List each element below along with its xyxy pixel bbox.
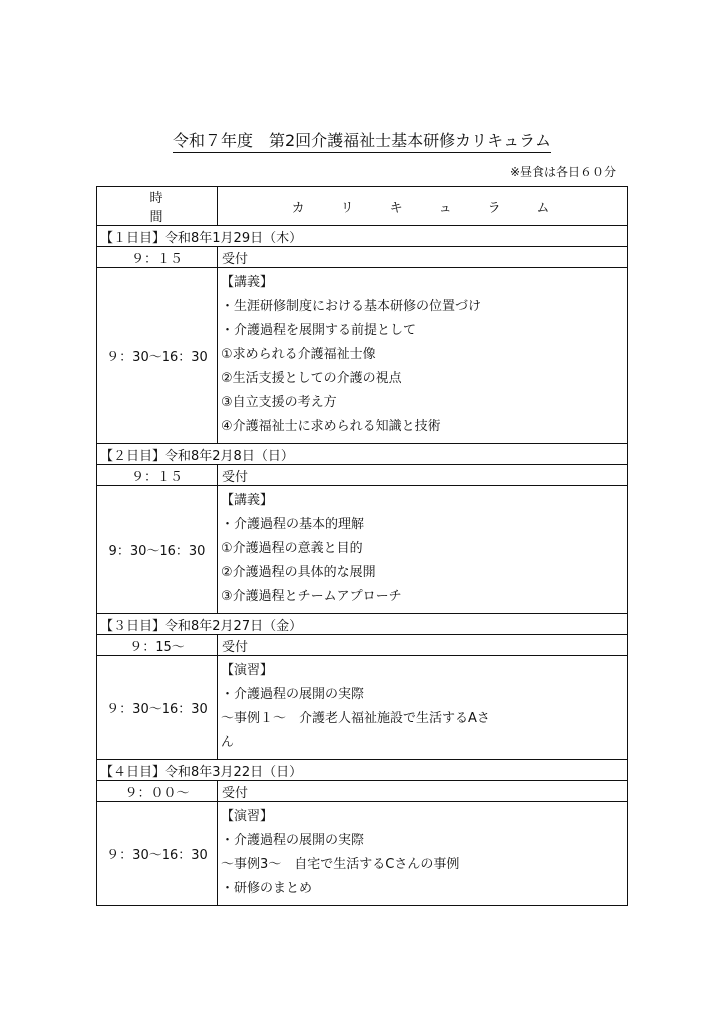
day-1-session-content (218, 268, 628, 444)
day-3-line: ん (221, 735, 235, 750)
day-4-reception-label: 受付 (218, 781, 628, 802)
day-4-row (97, 760, 628, 781)
day-3-reception-label: 受付 (218, 635, 628, 656)
day-1-line: ②生活支援としての介護の視点 (221, 371, 402, 386)
day-4-line: ～事例3～ 自宅で生活するCさんの事例 (221, 857, 460, 872)
day-4-label: 【４日目】令和8年3月22日（日） (97, 760, 628, 781)
day-2-session-content (218, 486, 628, 614)
day-4-session-content (218, 802, 628, 906)
day-1-line: ④介護福祉士に求められる知識と技術 (221, 419, 441, 434)
day-1-line: ・生涯研修制度における基本研修の位置づけ (221, 299, 482, 314)
day-2-label: 【２日目】令和8年2月8日（日） (97, 444, 628, 465)
header-time: 時間 (97, 187, 218, 226)
day-2-session-time: 9：30～16：30 (97, 486, 218, 614)
day-4-session-time: ９：30～16：30 (97, 802, 218, 906)
day-3-row (97, 614, 628, 635)
day-4-line: ・介護過程の展開の実際 (221, 833, 365, 848)
day-1-session-row (97, 268, 628, 444)
day-2-line: 【講義】 (221, 493, 274, 508)
day-2-line: ・介護過程の基本的理解 (221, 517, 365, 532)
day-1-row (97, 226, 628, 247)
day-3-line: ～事例１～ 介護老人福祉施設で生活するAさ (221, 711, 490, 726)
day-3-line: ・介護過程の展開の実際 (221, 687, 365, 702)
header-row (97, 187, 628, 226)
page-title-text: 令和７年度 第2回介護福祉士基本研修カリキュラム (173, 131, 551, 153)
day-1-line: 【講義】 (221, 275, 274, 290)
day-4-reception-time: ９：００～ (97, 781, 218, 802)
day-2-line: ②介護過程の具体的な展開 (221, 565, 376, 580)
day-2-reception-label: 受付 (218, 465, 628, 486)
header-curriculum: カリキュラム (218, 187, 628, 226)
day-4-reception-row (97, 781, 628, 802)
day-3-line: 【演習】 (221, 663, 274, 678)
day-2-row (97, 444, 628, 465)
day-2-session-row (97, 486, 628, 614)
page-title (0, 128, 724, 151)
day-2-line: ③介護過程とチームアプローチ (221, 589, 402, 604)
day-3-session-time: ９：30～16：30 (97, 656, 218, 760)
day-1-line: ①求められる介護福祉士像 (221, 347, 376, 362)
day-3-reception-time: ９：15～ (97, 635, 218, 656)
day-1-label: 【１日目】令和8年1月29日（木） (97, 226, 628, 247)
day-3-session-content (218, 656, 628, 760)
day-2-line: ①介護過程の意義と目的 (221, 541, 363, 556)
day-3-reception-row (97, 635, 628, 656)
day-1-line: ・介護過程を展開する前提として (221, 323, 417, 338)
day-4-line: 【演習】 (221, 809, 274, 824)
day-3-session-row (97, 656, 628, 760)
lunch-note: ※昼食は各日６０分 (509, 165, 616, 179)
day-2-reception-row (97, 465, 628, 486)
day-4-line: ・研修のまとめ (221, 881, 313, 896)
day-4-session-row (97, 802, 628, 906)
day-1-line: ③自立支援の考え方 (221, 395, 337, 410)
day-1-session-time: ９：30～16：30 (97, 268, 218, 444)
day-3-label: 【３日目】令和8年2月27日（金） (97, 614, 628, 635)
day-1-reception-label: 受付 (218, 247, 628, 268)
day-2-reception-time: ９：１５ (97, 465, 218, 486)
curriculum-table (96, 186, 628, 906)
day-1-reception-row (97, 247, 628, 268)
day-1-reception-time: ９：１５ (97, 247, 218, 268)
